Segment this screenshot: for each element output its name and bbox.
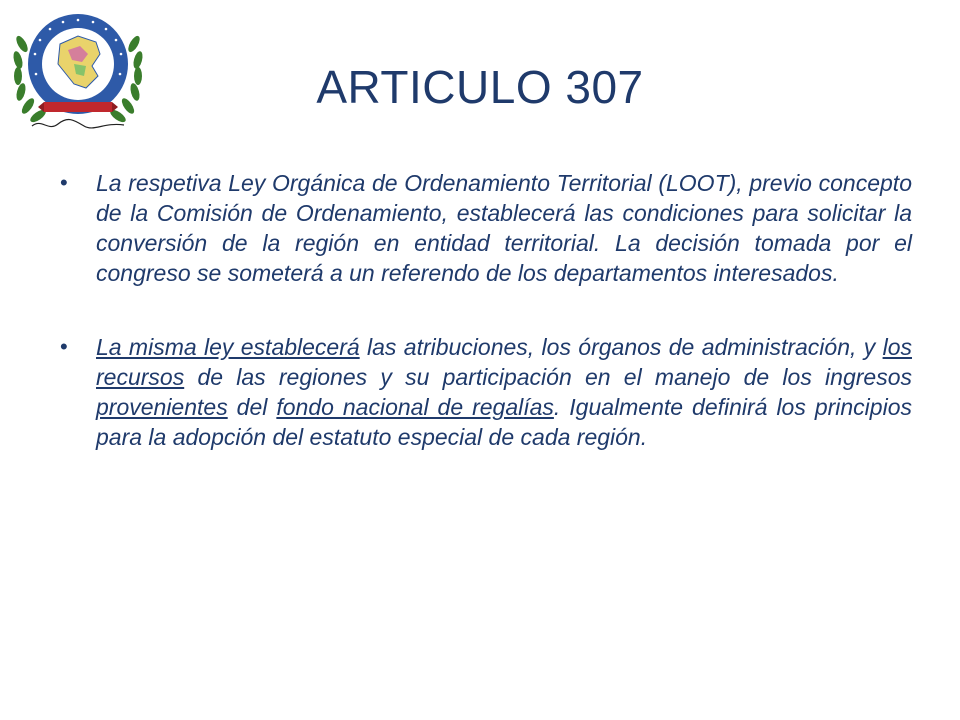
- bullet-1-text: La respetiva Ley Orgánica de Ordenamiento Territorial (LOOT), previo concepto de la Comisión de Ordenamiento, establecerá las condiciones para solicitar la conversión de la región en entidad territorial. La decisión tomada por el congreso se someterá a un referendo de los departamentos interesados.: [96, 170, 912, 286]
- bullet-2-text: las atribuciones, los órganos de administración, y: [359, 334, 883, 360]
- bullet-2-underlined-phrase: los recursos: [96, 334, 912, 390]
- bullet-marker: •: [60, 334, 68, 359]
- bullet-2-text: de las regiones y su participación en el manejo de los ingresos: [184, 364, 912, 390]
- bullet-marker: •: [60, 170, 68, 195]
- bullet-2-underlined-phrase: provenientes: [96, 394, 228, 420]
- bullet-list: [60, 168, 912, 452]
- bullet-item-2: [60, 332, 912, 452]
- bullet-2-underlined-phrase: La misma ley establecerá: [96, 334, 360, 360]
- bullet-item-1: [60, 168, 912, 288]
- slide-title: ARTICULO 307: [316, 61, 644, 113]
- bullet-2-text: del: [227, 394, 277, 420]
- bullet-2-text: . Igualmente definirá los principios para la adopción del estatuto especial de cada región.: [96, 394, 912, 450]
- bullet-2-underlined-phrase: fondo nacional de regalías: [276, 394, 554, 420]
